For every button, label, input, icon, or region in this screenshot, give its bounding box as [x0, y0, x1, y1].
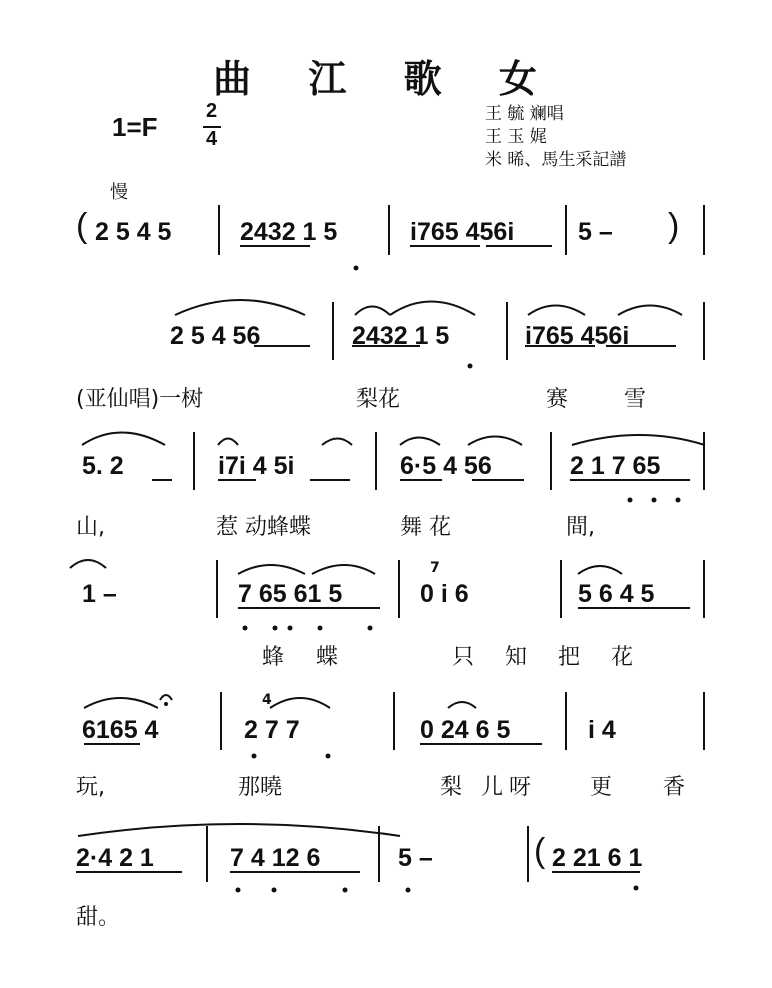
measure-1-3: i765 456i [410, 218, 515, 246]
slur [270, 698, 330, 708]
lyric-3-2: 惹 动蜂蝶 [216, 515, 311, 540]
measure-2-1: 2 5 4 56 [170, 322, 261, 350]
slur [84, 698, 158, 708]
open-paren: ( [534, 832, 546, 870]
lyric-4-1: 蜂 [262, 645, 285, 670]
measure-5-1: 6165 4 [82, 716, 159, 744]
credit-line-3: 米 晞、馬生采記譜 [485, 150, 627, 170]
lyric-2-3: 赛 [546, 387, 569, 412]
grace-note-7: 7 [430, 560, 440, 576]
measure-1-2: 2432 1 5 [240, 218, 338, 246]
slur [322, 439, 352, 446]
time-signature-denominator: 4 [206, 128, 218, 150]
slur [70, 560, 106, 568]
lyric-4-2: 蝶 [316, 645, 339, 670]
slur [82, 433, 165, 446]
measure-3-3: 6·5 4 56 [400, 452, 492, 480]
measure-1-4: 5 – [578, 218, 613, 246]
measure-6-2: 7 4 12 6 [230, 844, 321, 872]
slur [390, 302, 475, 316]
measure-4-4: 5 6 4 5 [578, 580, 655, 608]
measure-3-1: 5. 2 [82, 452, 124, 480]
lyric-2-4: 雪 [624, 387, 647, 412]
slur [618, 306, 682, 316]
lyric-2-1: (亚仙唱)一树 [76, 387, 204, 412]
grace-note-4: 4 [262, 692, 272, 708]
measure-3-4: 2 1 7 65 [570, 452, 661, 480]
measure-4-2: 7 65 61 5 [238, 580, 343, 608]
slur [175, 300, 305, 315]
slur [468, 437, 522, 446]
lyric-6-1: 甜。 [76, 905, 121, 930]
measure-6-3: 5 – [398, 844, 433, 872]
song-title: 曲 江 歌 女 [213, 56, 559, 101]
measure-2-2: 2432 1 5 [352, 322, 450, 350]
measure-3-2: i7i 4 5i [218, 452, 295, 480]
slur [355, 307, 390, 316]
lyric-5-3: 梨 儿呀 [440, 775, 537, 800]
slur [312, 565, 375, 574]
close-paren: ) [668, 207, 680, 245]
measure-1-1: 2 5 4 5 [95, 218, 172, 246]
key-signature: 1=F [112, 112, 158, 142]
slur [78, 824, 400, 836]
fermata [160, 695, 172, 700]
slur [578, 566, 622, 574]
slur [448, 702, 476, 708]
measure-2-3: i765 456i [525, 322, 630, 350]
lyric-5-4: 更 香 [590, 775, 707, 800]
measure-6-4: 2 21 6 1 [552, 844, 643, 872]
measure-4-3: 0 i 6 [420, 580, 469, 608]
measure-5-4: i 4 [588, 716, 616, 744]
lyric-3-3: 舞 花 [400, 515, 451, 540]
slur [238, 565, 305, 574]
lyric-5-2: 那曉 [238, 775, 283, 800]
lyric-3-4: 間, [566, 515, 595, 540]
lyric-3-1: 山, [76, 515, 105, 540]
time-signature-numerator: 2 [206, 100, 218, 122]
measure-5-2: 2 7 7 [244, 716, 300, 744]
measure-6-1: 2·4 2 1 [76, 844, 154, 872]
slur [400, 438, 440, 446]
slur [572, 435, 705, 445]
slur [528, 306, 585, 316]
open-paren: ( [76, 207, 88, 245]
tempo-marking: 慢 [110, 182, 128, 203]
slur [218, 439, 238, 446]
lyric-2-2: 梨花 [356, 387, 401, 412]
credit-line-2: 王 玉 娓 [485, 127, 547, 147]
lyric-4-3: 只 知 把 花 [452, 645, 645, 670]
measure-4-1: 1 – [82, 580, 117, 608]
measure-5-3: 0 24 6 5 [420, 716, 511, 744]
lyric-5-1: 玩, [76, 775, 105, 800]
credit-line-1: 王 毓 斓唱 [485, 104, 564, 124]
